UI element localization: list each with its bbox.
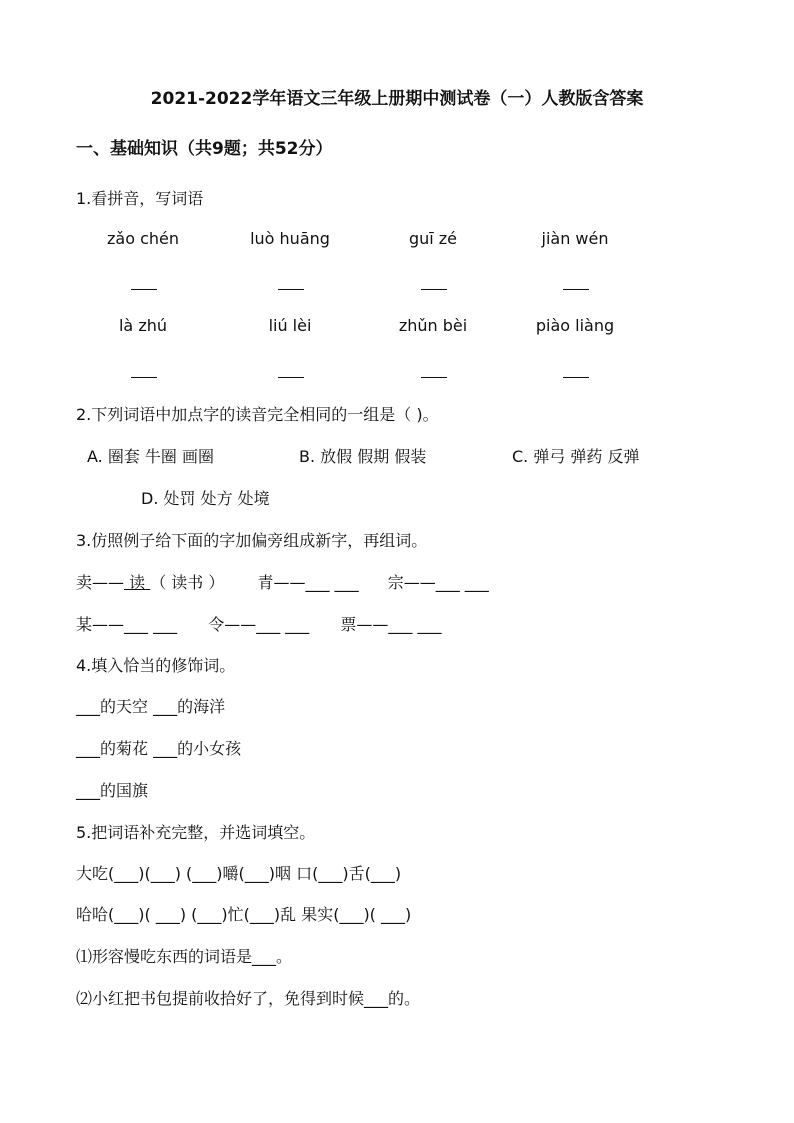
pinyin-item: jiàn wén: [541, 229, 609, 248]
answer-blank[interactable]: [421, 376, 447, 378]
answer-blank[interactable]: [131, 376, 157, 378]
question-5-stem: 5.把词语补充完整，并选词填空。: [76, 823, 316, 842]
pinyin-item: là zhú: [118, 316, 167, 335]
answer-blank[interactable]: [131, 288, 157, 290]
example-answer: 读: [129, 573, 146, 592]
answer-blank[interactable]: [278, 376, 304, 378]
option-a[interactable]: A. 圈套 牛圈 画圈: [87, 447, 215, 466]
item-zong[interactable]: 宗——___ ___: [387, 573, 489, 592]
question-3-stem: 3.仿照例子给下面的字加偏旁组成新字，再组词。: [76, 531, 428, 550]
question-5-row-1[interactable]: 大吃(___)(___) (___)嚼(___)咽 口(___)舌(___): [76, 864, 402, 883]
answer-blank[interactable]: [278, 288, 304, 290]
option-d[interactable]: D. 处罚 处方 处境: [141, 489, 270, 508]
question-4-row-2[interactable]: ___的菊花 ___的小女孩: [76, 739, 242, 758]
page-title: 2021-2022学年语文三年级上册期中测试卷（一）人教版含答案: [150, 89, 644, 109]
pinyin-item: liú lèi: [268, 316, 312, 335]
question-2-stem: 2.下列词语中加点字的读音完全相同的一组是（ )。: [76, 405, 439, 424]
option-c[interactable]: C. 弹弓 弹药 反弹: [512, 447, 640, 466]
pinyin-item: guī zé: [408, 229, 458, 248]
answer-blank[interactable]: [563, 376, 589, 378]
item-qing[interactable]: 青——___ ___: [257, 573, 359, 592]
question-5-sub-1[interactable]: ⑴形容慢吃东西的词语是___。: [76, 947, 293, 966]
answer-blank[interactable]: [421, 288, 447, 290]
answer-blank[interactable]: [563, 288, 589, 290]
pinyin-item: piào liàng: [535, 316, 615, 335]
question-4-row-1[interactable]: ___的天空 ___的海洋: [76, 697, 226, 716]
example-word: （ 读书 ）: [150, 573, 225, 592]
option-b[interactable]: B. 放假 假期 假装: [299, 447, 427, 466]
question-3-row-1: [76, 570, 489, 593]
question-5-sub-2[interactable]: ⑵小红把书包提前收拾好了，免得到时候___的。: [76, 989, 421, 1008]
question-4-row-3[interactable]: ___的国旗: [76, 781, 149, 800]
pinyin-item: zǎo chén: [107, 229, 179, 248]
section-heading: 一、基础知识（共9题；共52分）: [76, 139, 333, 159]
question-4-stem: 4.填入恰当的修饰词。: [76, 656, 236, 675]
item-ling[interactable]: 令——___ ___: [208, 615, 310, 634]
item-mou[interactable]: 某——___ ___: [76, 615, 178, 634]
item-piao[interactable]: 票——___ ___: [340, 615, 442, 634]
question-1-stem: 1.看拼音，写词语: [76, 189, 204, 208]
pinyin-item: luò huāng: [250, 229, 330, 248]
question-5-row-2[interactable]: 哈哈(___)( ___) (___)忙(___)乱 果实(___)( ___): [76, 905, 412, 924]
question-3-row-2: [76, 612, 441, 635]
pinyin-item: zhǔn bèi: [398, 316, 468, 335]
example-char: 卖——: [76, 573, 125, 592]
